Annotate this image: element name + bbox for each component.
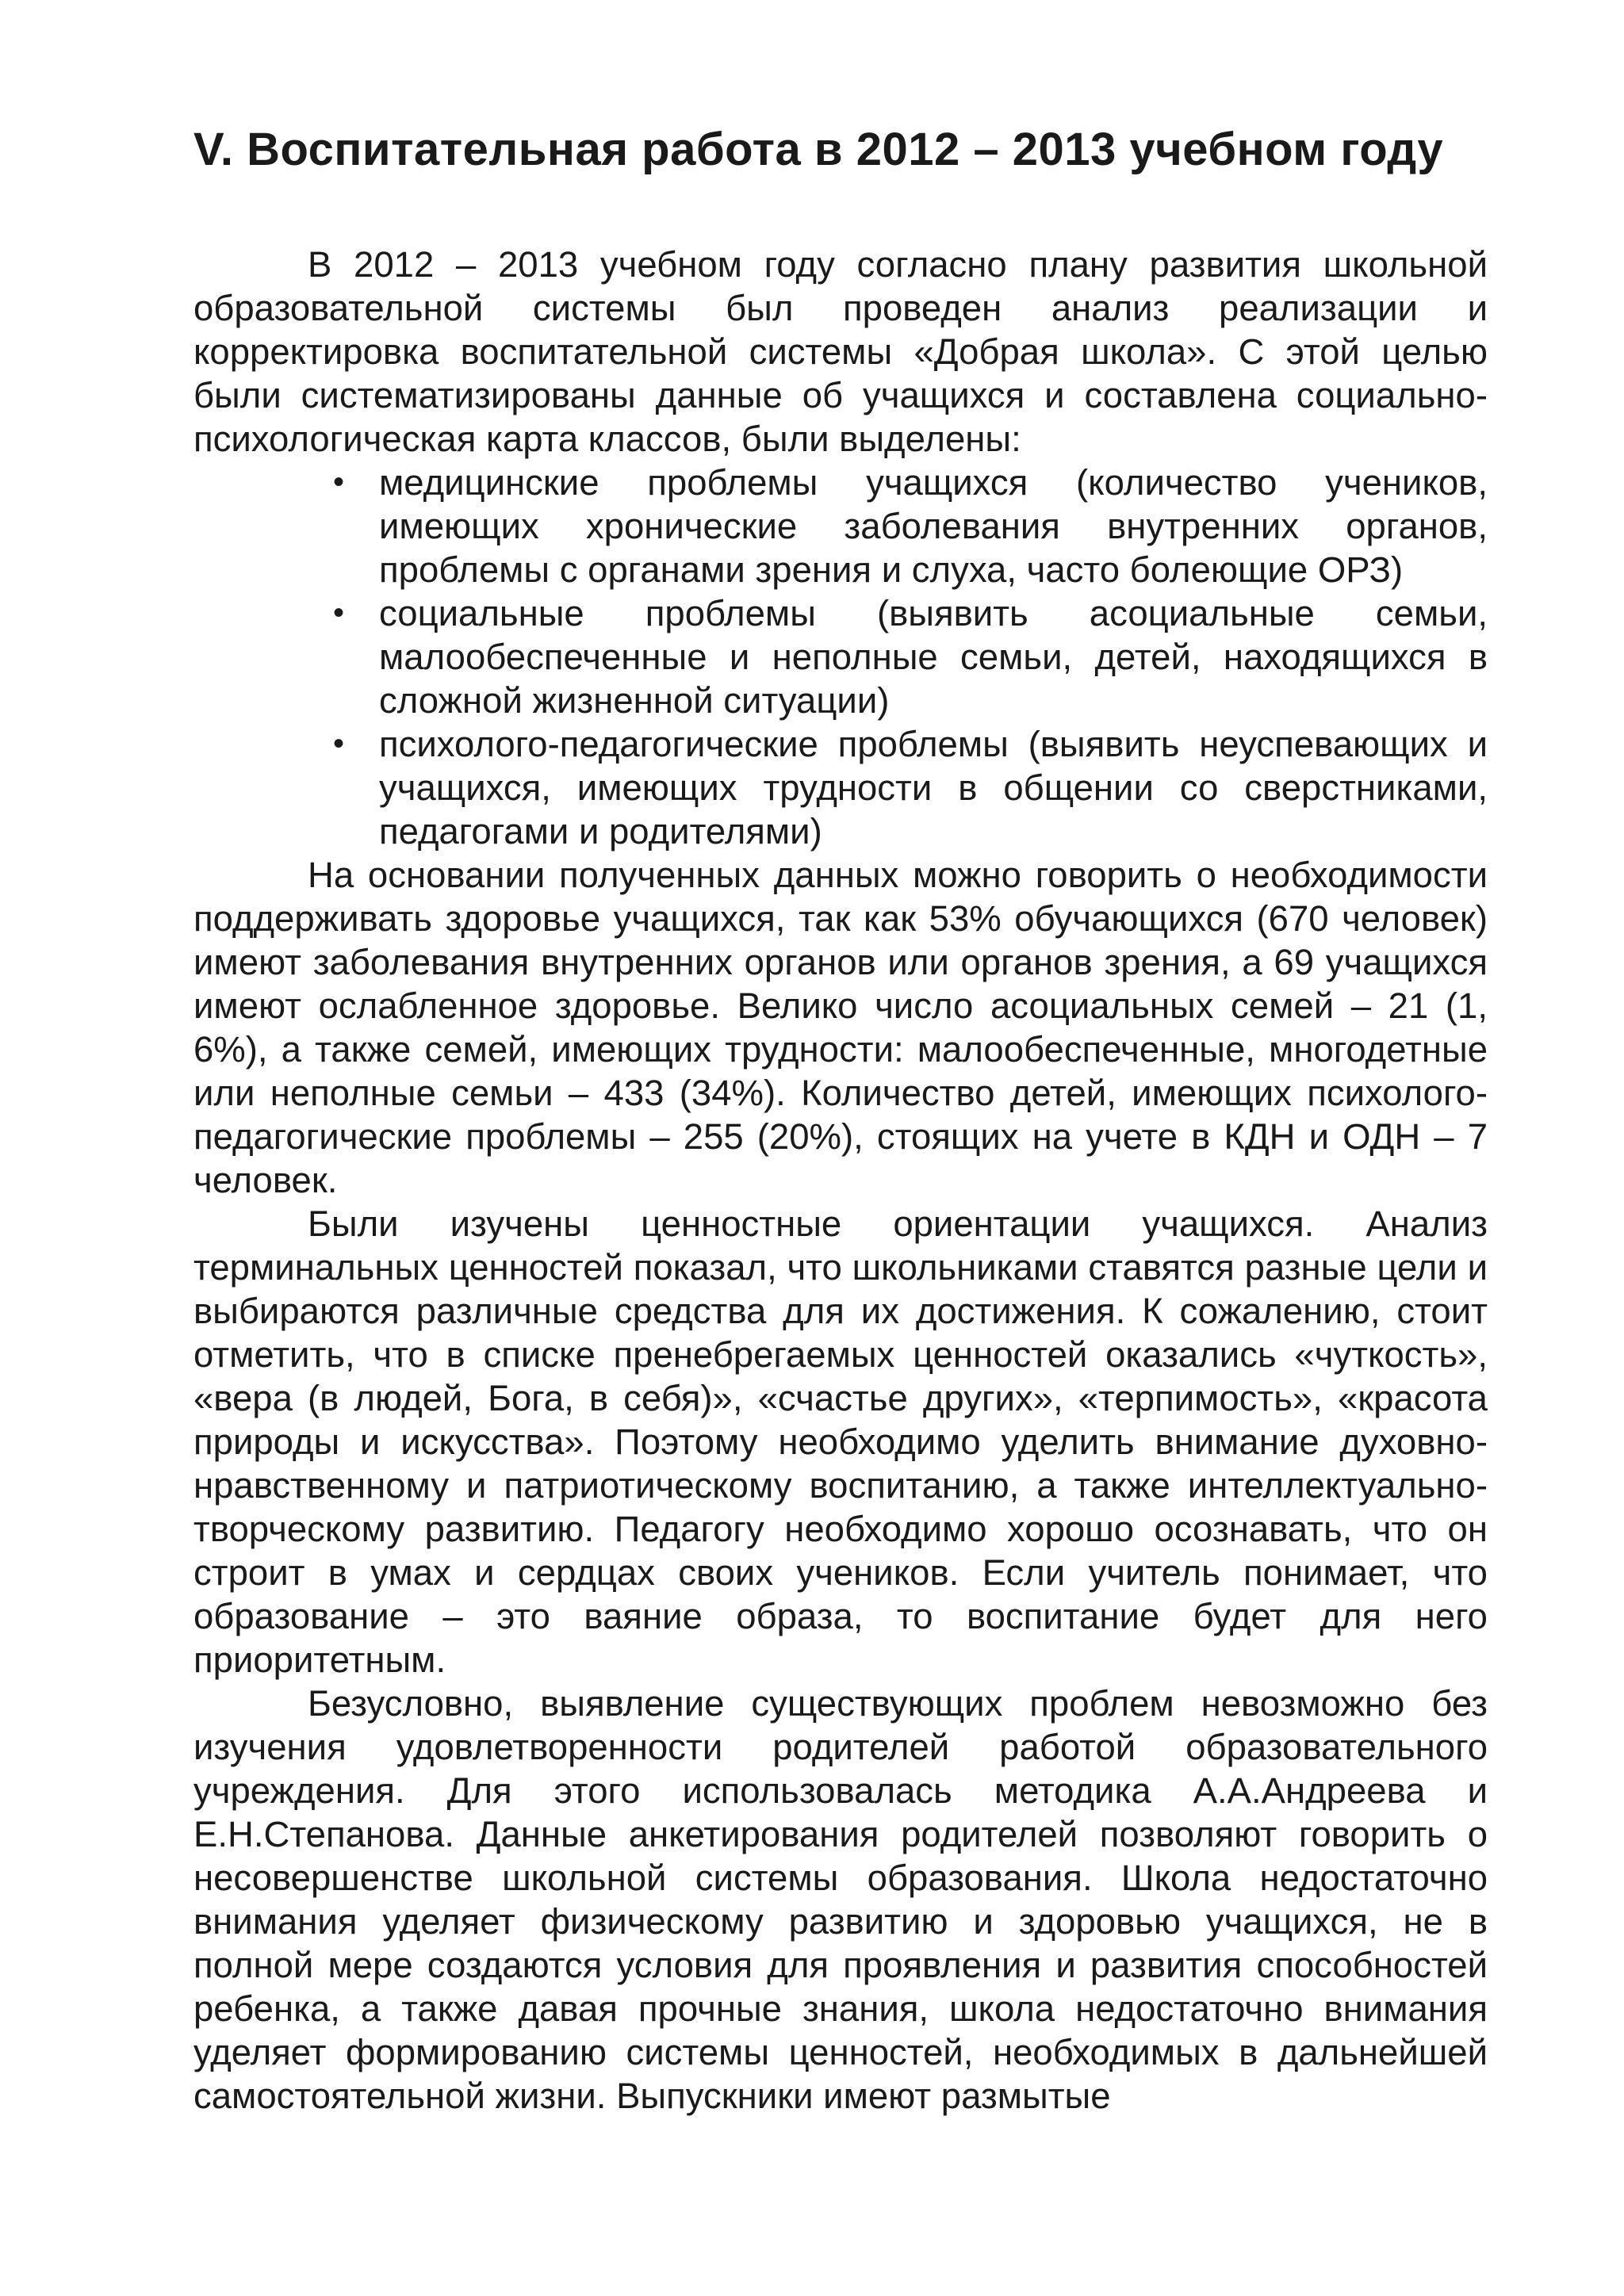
section-title: V. Воспитательная работа в 2012 – 2013 учебном году — [193, 124, 1444, 175]
document-page — [193, 119, 1488, 2118]
parents-survey-paragraph: Безусловно, выявление существующих проблем невозможно без изучения удовлетворенности родителей работой образовательного учреждения. Для этого использовалась методика А.А.Андреева и Е.Н.Степанова. Данные анкетирования родителей позволяют говорить о несовершенстве школьной системы образования. Школа недостаточно внимания уделяет физическому развитию и здоровью учащихся, не в полной мере создаются условия для проявления и развития способностей ребенка, а также давая прочные знания, школа недостаточно внимания уделяет формированию системы ценностей, необходимых в дальнейшей самостоятельной жизни. Выпускники имеют размытые — [193, 1683, 1488, 2116]
list-item — [333, 591, 1488, 722]
list-item — [333, 461, 1488, 591]
bullet-icon: • — [333, 726, 345, 761]
list-item — [333, 722, 1488, 853]
list-item-text: медицинские проблемы учащихся (количество учеников, имеющих хронические заболевания внутренних органов, проблемы с органами зрения и слуха, часто болеющие ОРЗ) — [379, 462, 1488, 590]
values-paragraph: Были изучены ценностные ориентации учащихся. Анализ терминальных ценностей показал, что школьниками ставятся разные цели и выбираются различные средства для их достижения. К сожалению, стоит отметить, что в списке пренебрегаемых ценностей оказались «чуткость», «вера (в людей, Бога, в себя)», «счастье других», «терпимость», «красота природы и искусства». Поэтому необходимо уделить внимание духовно-нравственному и патриотическому воспитанию, а также интеллектуально-творческому развитию. Педагогу необходимо хорошо осознавать, что он строит в умах и сердцах своих учеников. Если учитель понимает, что образование – это ваяние образа, то воспитание будет для него приоритетным. — [193, 1203, 1488, 1680]
bullet-icon: • — [333, 465, 345, 499]
problem-list — [193, 461, 1488, 853]
bullet-icon: • — [333, 595, 345, 630]
list-item-text: социальные проблемы (выявить асоциальные семьи, малообеспеченные и неполные семьи, детей, находящихся в сложной жизненной ситуации) — [379, 593, 1488, 721]
list-item-text: психолого-педагогические проблемы (выявить неуспевающих и учащихся, имеющих трудности в общении со сверстниками, педагогами и родителями) — [379, 724, 1488, 851]
intro-paragraph: В 2012 – 2013 учебном году согласно плану развития школьной образовательной системы был проведен анализ реализации и корректировка воспитательной системы «Добрая школа». С этой целью были систематизированы данные об учащихся и составлена социально-психологическая карта классов, были выделены: — [193, 244, 1488, 459]
health-statistics-paragraph: На основании полученных данных можно говорить о необходимости поддерживать здоровье учащихся, так как 53% обучающихся (670 человек) имеют заболевания внутренних органов или органов зрения, а 69 учащихся имеют ослабленное здоровье. Велико число асоциальных семей – 21 (1, 6%), а также семей, имеющих трудности: малообеспеченные, многодетные или неполные семьи – 433 (34%). Количество детей, имеющих психолого-педагогические проблемы – 255 (20%), стоящих на учете в КДН и ОДН – 7 человек. — [193, 855, 1488, 1200]
